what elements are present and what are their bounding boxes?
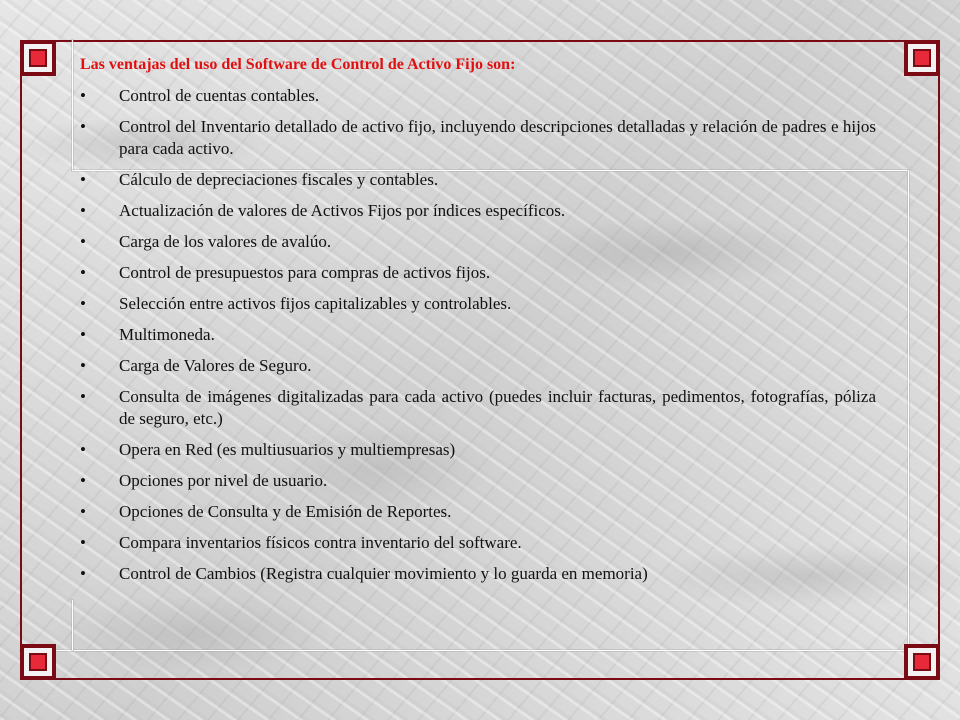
list-item [80,262,876,284]
frame-guide-right [908,170,909,650]
list-item-text: Selección entre activos fijos capitalizables y controlables. [119,294,512,313]
slide-heading: Las ventajas del uso del Software de Control de Activo Fijo son: [80,56,516,73]
list-item-text: Control de cuentas contables. [119,86,320,105]
corner-ornament-bottom-left [20,644,56,680]
frame-border-top [52,40,910,42]
list-item-text: Actualización de valores de Activos Fijos por índices específicos. [119,201,566,220]
frame-guide-left-top [72,40,73,170]
slide-content [80,54,876,594]
corner-ornament-top-right [904,40,940,76]
list-item [80,532,876,554]
list-item [80,169,876,191]
list-item-text: Consulta de imágenes digitalizadas para cada activo (puedes incluir facturas, pedimentos, fotografías, póliza de seguro, etc.) [119,387,876,428]
list-item [80,116,876,160]
bullet-icon: • [80,263,86,282]
list-item-text: Control de presupuestos para compras de activos fijos. [119,263,491,282]
list-item [80,231,876,253]
bullet-icon: • [80,232,86,251]
list-item [80,293,876,315]
list-item [80,386,876,430]
list-item-text: Compara inventarios físicos contra inventario del software. [119,533,522,552]
bullet-icon: • [80,387,86,406]
advantages-list [80,85,876,585]
list-item [80,324,876,346]
list-item-text: Carga de los valores de avalúo. [119,232,332,251]
corner-ornament-bottom-right [904,644,940,680]
frame-border-left [20,74,22,646]
bullet-icon: • [80,471,86,490]
list-item [80,501,876,523]
bullet-icon: • [80,564,86,583]
list-item-text: Cálculo de depreciaciones fiscales y contables. [119,170,439,189]
list-item [80,85,876,107]
bullet-icon: • [80,117,86,136]
bullet-icon: • [80,356,86,375]
bullet-icon: • [80,201,86,220]
bullet-icon: • [80,533,86,552]
bullet-icon: • [80,294,86,313]
list-item [80,563,876,585]
list-item-text: Multimoneda. [119,325,215,344]
list-item-text: Opera en Red (es multiusuarios y multiempresas) [119,440,456,459]
frame-border-bottom [52,678,910,680]
bullet-icon: • [80,502,86,521]
bullet-icon: • [80,440,86,459]
corner-ornament-top-left [20,40,56,76]
frame-border-right [938,74,940,646]
list-item-text: Opciones por nivel de usuario. [119,471,328,490]
frame-guide-horizontal-bottom [20,650,910,651]
list-item-text: Opciones de Consulta y de Emisión de Reportes. [119,502,452,521]
list-item [80,200,876,222]
bullet-icon: • [80,170,86,189]
bullet-icon: • [80,86,86,105]
list-item-text: Control de Cambios (Registra cualquier movimiento y lo guarda en memoria) [119,564,648,583]
list-item-text: Carga de Valores de Seguro. [119,356,312,375]
list-item [80,439,876,461]
list-item [80,470,876,492]
bullet-icon: • [80,325,86,344]
list-item-text: Control del Inventario detallado de activo fijo, incluyendo descripciones detalladas y relación de padres e hijos para cada activo. [119,117,876,158]
list-item [80,355,876,377]
frame-guide-left-bottom [72,600,73,650]
